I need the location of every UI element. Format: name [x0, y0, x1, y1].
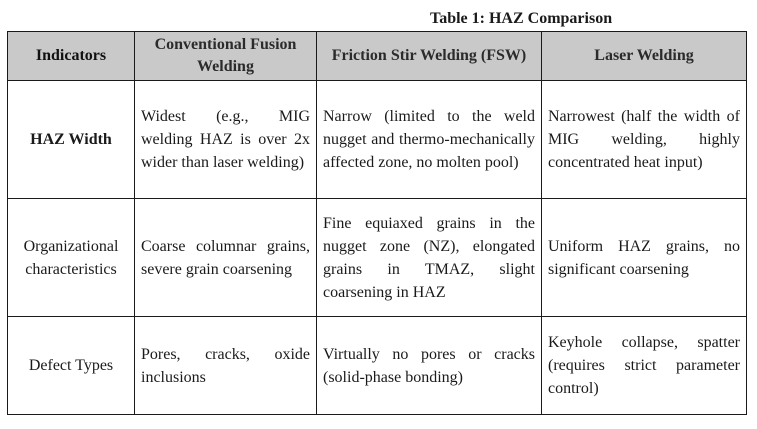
cell-conventional: Pores, cracks, oxide inclusions [135, 317, 317, 415]
table-row [8, 199, 747, 317]
row-label-organizational-characteristics: Organizational characteristics [8, 199, 135, 317]
cell-laser: Uniform HAZ grains, no significant coarsening [542, 199, 747, 317]
haz-comparison-table [7, 31, 747, 415]
header-conventional-fusion-welding: Conventional Fusion Welding [135, 32, 317, 81]
cell-conventional: Widest (e.g., MIG welding HAZ is over 2x wider than laser welding) [135, 81, 317, 199]
cell-laser: Narrowest (half the width of MIG welding, highly concentrated heat input) [542, 81, 747, 199]
table-header-row [8, 32, 747, 81]
table-caption: Table 1: HAZ Comparison [430, 10, 613, 27]
cell-fsw: Virtually no pores or cracks (solid-phase bonding) [317, 317, 542, 415]
header-laser-welding: Laser Welding [542, 32, 747, 81]
table-row [8, 81, 747, 199]
cell-fsw: Narrow (limited to the weld nugget and thermo-mechanically affected zone, no molten pool) [317, 81, 542, 199]
header-indicators: Indicators [8, 32, 135, 81]
cell-conventional: Coarse columnar grains, severe grain coarsening [135, 199, 317, 317]
row-label-haz-width: HAZ Width [8, 81, 135, 199]
table-row [8, 317, 747, 415]
cell-fsw: Fine equiaxed grains in the nugget zone (NZ), elongated grains in TMAZ, slight coarsening in HAZ [317, 199, 542, 317]
header-friction-stir-welding: Friction Stir Welding (FSW) [317, 32, 542, 81]
row-label-defect-types: Defect Types [8, 317, 135, 415]
cell-laser: Keyhole collapse, spatter (requires strict parameter control) [542, 317, 747, 415]
